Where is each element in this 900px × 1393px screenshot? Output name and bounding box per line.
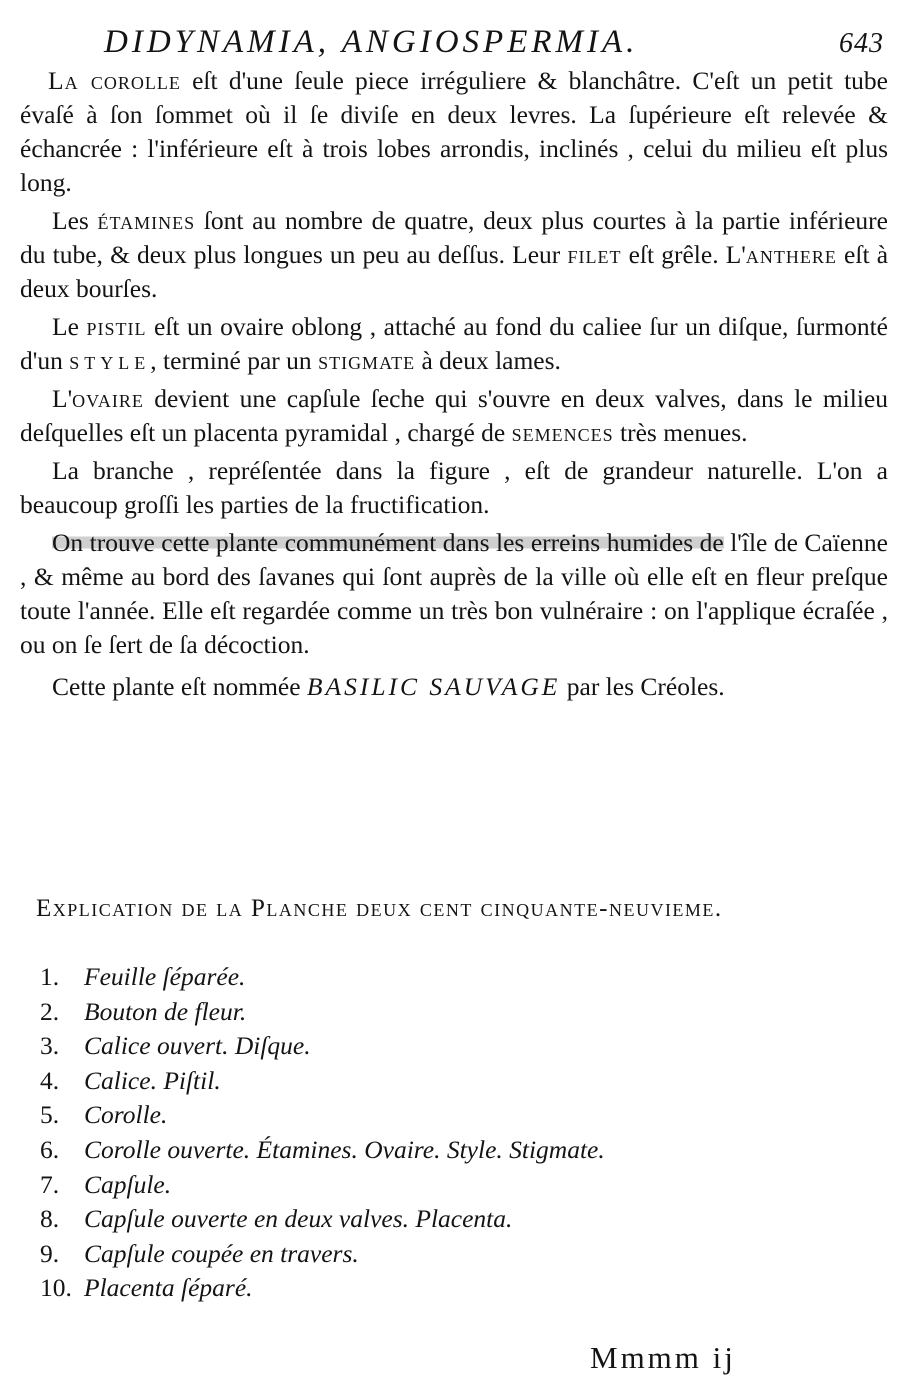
- paragraph-text: eſt un ovaire oblong , attaché au fond du caliee ſur un diſque, ſurmonté d'un: [20, 312, 888, 375]
- paragraph-etamines: [20, 204, 888, 306]
- explication-item: [40, 1133, 880, 1168]
- item-description: Calice. Piſtil.: [84, 1065, 221, 1095]
- term-stigmate: stigmate: [318, 346, 416, 375]
- explication-title: Explication de la Planche deux cent cinquante-neuvieme.: [36, 895, 723, 922]
- signature-mark: Mmmm ij: [590, 1340, 736, 1375]
- item-description: Corolle.: [84, 1100, 168, 1130]
- item-description: Feuille ſéparée.: [84, 962, 246, 991]
- header-title: DIDYNAMIA, ANGIOSPERMIA.: [104, 24, 639, 60]
- explication-item: [40, 1271, 880, 1306]
- explication-item: [40, 1098, 880, 1133]
- term-style: style: [69, 346, 151, 375]
- item-number: 3.: [40, 1031, 60, 1061]
- item-number: 9.: [40, 1238, 60, 1268]
- paragraph-corolle: [20, 64, 888, 200]
- term-corolle: La corolle: [48, 66, 181, 95]
- item-description: Bouton de fleur.: [84, 996, 247, 1026]
- term-basilic-sauvage: BASILIC SAUVAGE: [306, 672, 561, 701]
- paragraph-pistil: [20, 310, 888, 378]
- item-number: 2.: [40, 996, 60, 1026]
- item-number: 10.: [40, 1273, 72, 1303]
- paragraph-text: Les: [52, 206, 98, 235]
- paragraph-text: La branche , repréſentée dans la figure , eſt de grandeur naturelle. L'on a beaucoup groſſi les parties de la fructification.: [20, 456, 888, 519]
- highlighted-text: On trouve cette plante communément dans les erreins humides de: [52, 528, 724, 557]
- explication-item: [40, 1168, 880, 1203]
- paragraph-text: , terminé par un: [150, 346, 319, 375]
- explication-item: [40, 960, 880, 995]
- paragraph-text: Le: [52, 312, 87, 341]
- running-header: [104, 20, 884, 64]
- item-number: 6.: [40, 1134, 60, 1164]
- term-etamines: étamines: [97, 206, 196, 235]
- paragraph-text: l'île de Caïenne , & même au bord des ſavanes qui ſont auprès de la ville où elle eſt en fleur preſque toute l'année. Elle eſt regardée comme un très bon vulnéraire : on l'applique écraſée , ou on ſe ſert de ſa décoction.: [20, 528, 888, 659]
- term-ovaire: ovaire: [72, 384, 144, 413]
- paragraph-text: par les Créoles.: [560, 672, 725, 701]
- body-text: [20, 64, 888, 708]
- item-description: Corolle ouverte. Étamines. Ovaire. Style. Stigmate.: [84, 1134, 605, 1164]
- paragraph-text: eſt d'une ſeule piece irréguliere & blanchâtre. C'eſt un petit tube évaſé à ſon ſommet où il ſe diviſe en deux levres. La ſupérieure eſt relevée & échancrée : l'inférieure eſt à trois lobes arrondis, inclinés , celui du milieu eſt plus long.: [20, 66, 888, 197]
- term-filet: filet: [567, 240, 622, 269]
- explication-item: [40, 995, 880, 1030]
- item-description: Capſule.: [84, 1169, 172, 1199]
- item-number: 5.: [40, 1100, 60, 1130]
- paragraph-text: très menues.: [613, 418, 748, 447]
- term-semences: semences: [511, 418, 614, 447]
- term-anthere: anthere: [745, 240, 837, 269]
- item-number: 8.: [40, 1204, 60, 1234]
- item-number: 1.: [40, 962, 60, 991]
- paragraph-text: à deux lames.: [415, 346, 561, 375]
- explication-item: [40, 1202, 880, 1237]
- paragraph-text: Cette plante eſt nommée: [52, 672, 307, 701]
- item-description: Calice ouvert. Diſque.: [84, 1031, 311, 1061]
- paragraph-branche: [20, 454, 888, 522]
- term-pistil: pistil: [86, 312, 147, 341]
- item-number: 4.: [40, 1065, 60, 1095]
- explication-item: [40, 1064, 880, 1099]
- paragraph-nom: [20, 670, 888, 704]
- item-description: Capſule ouverte en deux valves. Placenta.: [84, 1204, 513, 1234]
- item-description: Placenta ſéparé.: [84, 1273, 253, 1303]
- explication-item: [40, 1029, 880, 1064]
- page-number: 643: [839, 28, 884, 59]
- item-number: 7.: [40, 1169, 60, 1199]
- paragraph-text: L': [52, 384, 73, 413]
- paragraph-habitat: [20, 526, 888, 662]
- paragraph-text: eſt à deux bourſes.: [20, 240, 889, 303]
- paragraph-text: ſont au nombre de quatre, deux plus courtes à la partie inférieure du tube, & deux plus longues un peu au deſſus. Leur: [20, 206, 888, 269]
- paragraph-ovaire: [20, 382, 888, 450]
- item-description: Capſule coupée en travers.: [84, 1238, 359, 1268]
- explication-list: [40, 960, 880, 1306]
- explication-item: [40, 1237, 880, 1272]
- paragraph-text: eſt grêle. L': [621, 240, 746, 269]
- paragraph-text: devient une capſule ſeche qui s'ouvre en deux valves, dans le milieu deſquelles eſt un placenta pyramidal , chargé de: [20, 384, 888, 447]
